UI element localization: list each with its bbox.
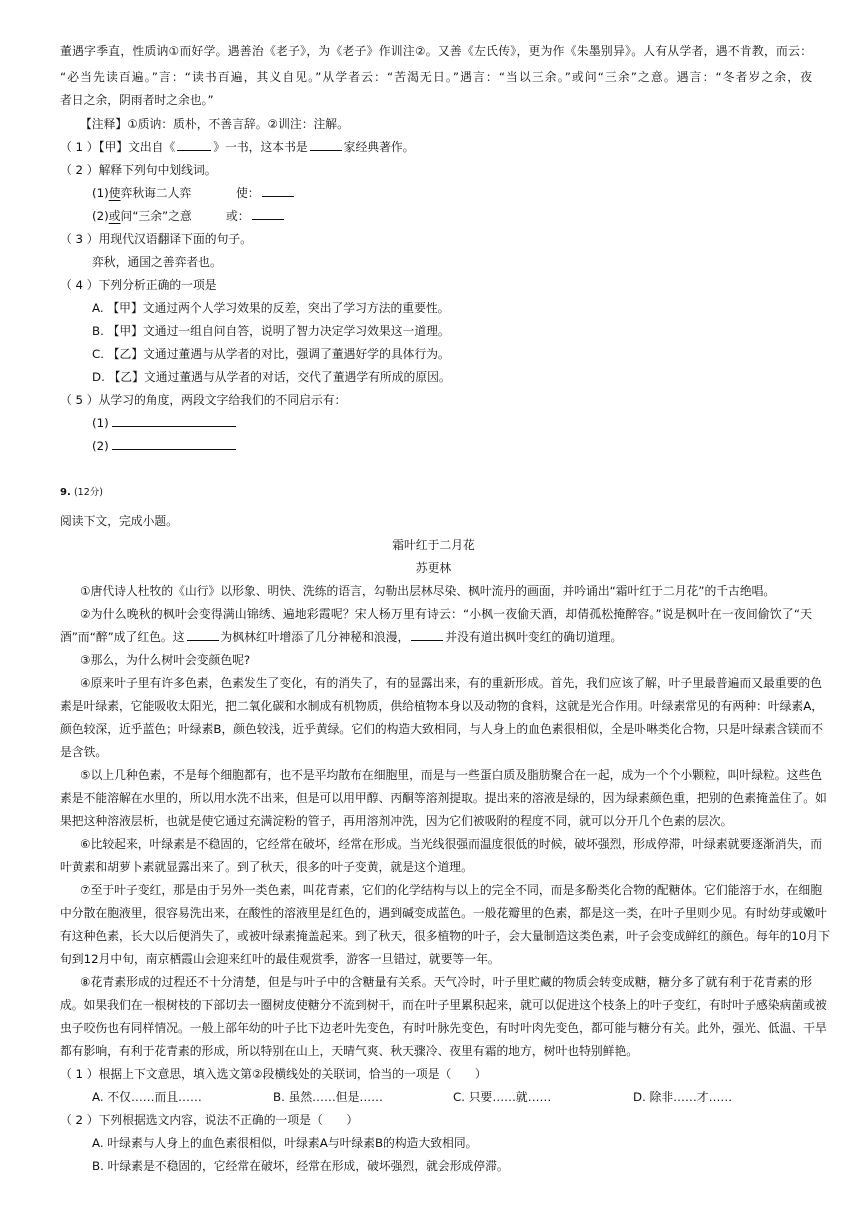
option-b[interactable]: B. 虽然……但是…… <box>273 1090 383 1104</box>
answer-blank[interactable] <box>112 413 236 427</box>
text: 为枫林红叶增添了几分神秘和浪漫， <box>220 630 410 644</box>
option-c[interactable]: C. 【乙】文通过董遇与从学者的对比，强调了董遇好学的具体行为。 <box>92 347 450 361</box>
option-a[interactable]: A. 不仅……而且…… <box>92 1090 202 1104</box>
question-2-item-1 <box>92 182 191 206</box>
paragraph-5-line: ⑤以上几种色素，不是每个细胞都有，也不是平均散布在细胞里，而是与一些蛋白质及脂肪聚合在一起，成为一个个小颗粒，叫叶绿粒。这些色 <box>80 768 822 782</box>
option-b[interactable]: B. 叶绿素是不稳固的，它经常在破坏，经常在形成，破坏强烈，就会形成停滞。 <box>92 1159 509 1173</box>
question-2-answer-1 <box>236 182 296 206</box>
paragraph-4-line: ④原来叶子里有许多色素，色素发生了变化，有的消失了，有的显露出来，有的重新形成。首先，我们应该了解，叶子里最普遍而又最重要的色 <box>80 676 822 690</box>
option-d[interactable]: D. 【乙】文通过董遇与从学者的对话，交代了董遇学有所成的原因。 <box>92 370 451 384</box>
option-a[interactable]: A. 叶绿素与人身上的血色素很相似，叶绿素A与叶绿素B的构造大致相同。 <box>92 1136 478 1150</box>
question-5-line-1 <box>92 412 236 436</box>
sub-question-1: （ 1 ）根据上下文意思，填入选文第②段横线处的关联词，恰当的一项是（ ） <box>60 1067 487 1081</box>
question-5: （ 5 ）从学习的角度，两段文字给我们的不同启示有： <box>60 393 347 407</box>
paragraph-6-line: ⑥比较起来，叶绿素是不稳固的，它经常在破坏，经常在形成。当光线很强而温度很低的时候，破坏强烈，形成停滞，叶绿素就要逐渐消失，而 <box>80 837 822 851</box>
translation-sentence: 弈秋，通国之善弈者也。 <box>92 255 222 269</box>
answer-label: 使： <box>236 186 260 200</box>
item-number: (2) <box>92 209 109 223</box>
score: (12分) <box>73 487 103 498</box>
option-d[interactable]: D. 除非……才…… <box>633 1090 733 1104</box>
question-2-answer-2 <box>226 205 286 229</box>
text: 并没有道出枫叶变红的确切道理。 <box>445 630 623 644</box>
paragraph-2-line: ②为什么晚秋的枫叶会变得满山锦绣、遍地彩霞呢？宋人杨万里有诗云：“小枫一夜偷天酒，却倩孤松掩醉容。”说是枫叶在一夜间偷饮了“天 <box>80 607 812 621</box>
answer-blank[interactable] <box>187 627 219 641</box>
article-author: 苏更林 <box>415 561 452 575</box>
paragraph-5-line: 果把这种溶液层析，也就是使它通过充满淀粉的管子，再用溶剂冲洗，因为它们被吸附的程度不同，就可以分开几个色素的层次。 <box>60 814 733 828</box>
answer-blank[interactable] <box>252 206 284 220</box>
item-number: (2) <box>92 439 109 453</box>
paragraph-5-line: 素是不能溶解在水里的，所以用水洗不出来，但是可以用甲醇、丙酮等溶剂提取。提出来的溶液是绿的，因为绿素颜色重，把别的色素掩盖住了。如 <box>60 791 827 805</box>
question-9-header <box>60 481 103 505</box>
question-3: （ 3 ）用现代汉语翻译下面的句子。 <box>60 232 252 246</box>
question-1 <box>60 136 414 160</box>
answer-blank[interactable] <box>411 627 443 641</box>
paragraph-1: ①唐代诗人杜牧的《山行》以形象、明快、洗练的语言，勾勒出层林尽染、枫叶流丹的画面，并吟诵出“霜叶红于二月花”的千古绝唱。 <box>80 584 776 598</box>
question-5-line-2 <box>92 435 236 459</box>
option-a[interactable]: A. 【甲】文通过两个人学习效果的反差，突出了学习方法的重要性。 <box>92 301 450 315</box>
paragraph-7-line: ⑦至于叶子变红，那是由于另外一类色素，叫花青素，它们的化学结构与以上的完全不同，而是多酚类化合物的配糖体。它们能溶于水，在细胞 <box>80 883 822 897</box>
item-number: (1) <box>92 186 109 200</box>
paragraph-7-line: 有这种色素，长大以后便消失了，或被叶绿素掩盖起来。到了秋天，很多植物的叶子，会大量制造这类色素，叶子会变成鲜红的颜色。每年的10月下 <box>60 929 831 943</box>
paragraph-4-line: 素是叶绿素，它能吸收太阳光，把二氧化碳和水制成有机物质，供给植物本身以及动物的食料，这就是光合作用。叶绿素常见的有两种：叶绿素A， <box>60 699 824 713</box>
paragraph-4-line: 颜色较深，近乎蓝色；叶绿素B，颜色较浅，近乎黄绿。它们的构造大致相同，与人身上的血色素很相似，全是卟啉类化合物，只是叶绿素含镁而不 <box>60 722 824 736</box>
question-2: （ 2 ）解释下列句中划线词。 <box>60 163 217 177</box>
underlined-word: 使 <box>108 186 121 200</box>
sub-question-2: （ 2 ）下列根据选文内容，说法不正确的一项是（ ） <box>60 1113 359 1127</box>
paragraph-8-line: 虫子咬伤也有同样情况。一般上部年幼的叶子比下边老叶先变色，有时叶脉先变色，有时叶肉先变色，都可能与糖分有关。此外，强光、低温、干旱 <box>60 1021 827 1035</box>
answer-blank[interactable] <box>112 436 236 450</box>
passage-line: 董遇字季直，性质讷①而好学。遇善治《老子》，为《老子》作训注②。又善《左氏传》，更为作《朱墨别异》。人有从学者，遇不肯教，而云： <box>60 44 812 58</box>
answer-blank[interactable] <box>177 137 211 151</box>
question-text: 家经典著作。 <box>343 140 415 154</box>
paragraph-7-line: 中分散在胞液里，很容易洗出来，在酸性的溶液里是红色的，遇到碱变成蓝色。一般花瓣里的色素，都是这一类，在叶子里则少见。有时幼芽或嫩叶 <box>60 906 827 920</box>
article-title: 霜叶红于二月花 <box>392 538 475 552</box>
answer-blank[interactable] <box>310 137 342 151</box>
paragraph-2-line <box>60 626 622 650</box>
paragraph-4-line: 是含铁。 <box>60 745 108 759</box>
question-number: 9. <box>60 487 71 498</box>
question-4: （ 4 ）下列分析正确的一项是 <box>60 278 217 292</box>
paragraph-8-line: 成。如果我们在一根树枝的下部切去一圈树皮使糖分不流到树干，而在叶子里累积起来，就可以促进这个枝条上的叶子变红，有时叶子感染病菌或被 <box>60 998 827 1012</box>
question-text: （ 1 ）【甲】文出自《 <box>60 140 176 154</box>
paragraph-7-line: 旬到12月中旬，南京栖霞山会迎来红叶的最佳观赏季，游客一旦错过，就要等一年。 <box>60 952 500 966</box>
option-c[interactable]: C. 只要……就…… <box>453 1090 552 1104</box>
annotation-note: 【注释】①质讷：质朴，不善言辞。②训注：注解。 <box>80 117 349 131</box>
text: 酒”而“醉”成了红色。这 <box>60 630 185 644</box>
instruction: 阅读下文，完成小题。 <box>60 514 178 528</box>
item-text: 问“三余”之意 <box>120 209 192 223</box>
question-2-item-2 <box>92 205 192 229</box>
question-text: 》一书，这本书是 <box>213 140 308 154</box>
item-text: 弈秋诲二人弈 <box>120 186 192 200</box>
passage-line: “必当先读百遍。”言：“读书百遍，其义自见。”从学者云：“苦渴无日。”遇言：“当以三余。”或问“三余”之意。遇言：“冬者岁之余，夜 <box>60 70 812 84</box>
paragraph-6-line: 叶黄素和胡萝卜素就显露出来了。到了秋天，很多的叶子变黄，就是这个道理。 <box>60 860 473 874</box>
underlined-word: 或 <box>108 209 121 223</box>
paragraph-8-line: 都有影响，有利于花青素的形成，所以特别在山上，天晴气爽、秋天骤冷、夜里有霜的地方，树叶也特别鲜艳。 <box>60 1044 639 1058</box>
item-number: (1) <box>92 416 109 430</box>
answer-blank[interactable] <box>262 183 294 197</box>
paragraph-3: ③那么，为什么树叶会变颜色呢? <box>80 653 251 667</box>
option-b[interactable]: B. 【甲】文通过一组自问自答，说明了智力决定学习效果这一道理。 <box>92 324 450 338</box>
paragraph-8-line: ⑧花青素形成的过程还不十分清楚，但是与叶子中的含糖量有关系。天气冷时，叶子里贮藏的物质会转变成糖，糖分多了就有利于花青素的形 <box>80 975 812 989</box>
answer-label: 或： <box>226 209 250 223</box>
passage-line: 者日之余，阴雨者时之余也。” <box>60 93 214 107</box>
